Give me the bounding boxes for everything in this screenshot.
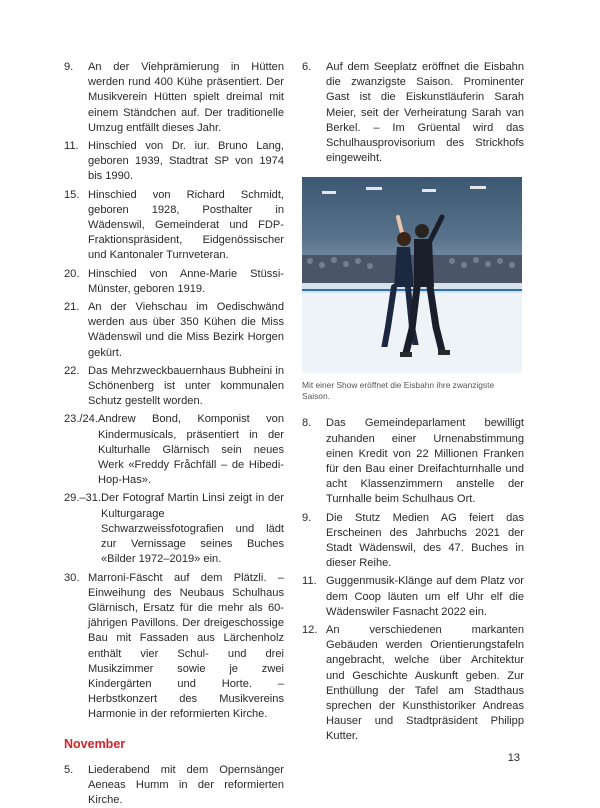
entry-day: 12. <box>302 624 318 637</box>
chronicle-entry <box>64 364 284 410</box>
month-heading: November <box>64 736 126 751</box>
chronicle-entry <box>64 491 284 567</box>
chronicle-entry <box>64 571 284 723</box>
entry-day: 11. <box>64 140 79 153</box>
entry-day: 11. <box>302 575 317 588</box>
entry-text: Hinschied von Dr. iur. Bruno Lang, geboren 1939, Stadtrat SP von 1974 bis 1990. <box>88 140 284 183</box>
chronicle-entry <box>64 60 284 136</box>
chronicle-entry <box>302 511 524 572</box>
entry-day: 23./24. <box>64 413 98 426</box>
entry-day: 30. <box>64 571 80 584</box>
chronicle-entry <box>302 623 524 745</box>
chronicle-entry <box>64 139 284 185</box>
entry-day: 9. <box>64 61 74 73</box>
entry-text: Das Mehrzweckbauernhaus Bubheini in Schönenberg ist unter kommunalen Schutz gestellt worden. <box>88 364 284 408</box>
entry-text: Marroni-Fäscht auf dem Plätzli. – Einweihung des Neubaus Schulhaus Glärnisch, Ersatz für die mehr als 60-jährigen Pavillons. Der dreigeschossige Bau mit Fassaden aus Lärchenholz enthält vier Schul- und drei Musikzimmer sowie je zwei Kindergärten und Horte. – Herbstkonzert des Musikvereins Harmonie in der reformierten Kirche. <box>88 571 284 721</box>
chronicle-entry <box>64 763 284 808</box>
entry-text: Liederabend mit dem Opernsänger Aeneas Humm in der reformierten Kirche. <box>88 763 284 806</box>
chronicle-entry <box>64 412 284 488</box>
entry-day: 8. <box>302 417 312 430</box>
left-column <box>64 60 284 808</box>
entry-day: 15. <box>64 188 80 201</box>
entry-text: Guggenmusik-Klänge auf dem Platz vor dem Coop läuten um elf Uhr elf die Wädenswiler Fasnacht 2022 ein. <box>326 575 524 618</box>
entry-day: 6. <box>302 61 312 73</box>
entry-text: Die Stutz Medien AG feiert das Erscheinen des Jahrbuchs 2021 der Stadt Wädenswil, des 47. Buches in dieser Reihe. <box>326 511 524 570</box>
entry-day: 22. <box>64 364 80 377</box>
chronicle-entry <box>302 416 524 507</box>
chronicle-entry <box>64 267 284 297</box>
entry-day: 21. <box>64 301 80 314</box>
entry-day: 5. <box>64 763 74 776</box>
right-column <box>302 60 524 745</box>
entry-text: An der Viehschau im Oedischwänd werden aus über 350 Kühen die Miss Wädenswil und die Miss Bezirk Horgen gekürt. <box>88 301 284 359</box>
chronicle-entry <box>302 60 524 166</box>
entry-text: An verschiedenen markanten Gebäuden werden Orientierungstafeln angebracht, welche über Architektur und Geschichte Auskunft geben. Zur Enthüllung der Tafel am Stadthaus sprechen der Kunsthistoriker Andreas Hauser und Stadtpräsident Philipp Kutter. <box>326 624 524 743</box>
chronicle-entry <box>302 574 524 620</box>
entry-day: 29.–31. <box>64 492 102 505</box>
entry-text: Andrew Bond, Komponist von Kindermusicals, präsentiert in der Kulturhalle Glärnisch sein neues Werk «Freddy Fråchfäll – de Hibedi-Hop-Has». <box>98 413 284 487</box>
chronicle-entry <box>64 300 284 361</box>
entry-text: Hinschied von Anne-Marie Stüssi-Münster, geboren 1919. <box>88 267 284 295</box>
page-number: 13 <box>507 752 520 764</box>
entry-text: Das Gemeindeparlament bewilligt zuhanden einer Urnenabstimmung einen Kredit von 22 Millionen Franken für den Bau einer Dreifachturnhalle und acht Klassenzimmern anstelle der Turnhalle beim Schulhaus Ort. <box>326 417 524 506</box>
entry-text: Hinschied von Richard Schmidt, geboren 1928, Posthalter in Wädenswil, Gemeinderat und FDP-Fraktionspräsident, Eidgenössischer und Kantonaler Turnveteran. <box>88 188 284 262</box>
chronicle-entry <box>64 188 284 264</box>
photo-caption: Mit einer Show eröffnet die Eisbahn ihre zwanzigste Saison. <box>302 380 495 402</box>
entry-day: 20. <box>64 267 80 280</box>
entry-text: Der Fotograf Martin Linsi zeigt in der Kulturgarage Schwarzweissfotografien und lädt zur Vernissage seines Buches «Bilder 1972–2019» ein. <box>101 492 284 566</box>
entry-day: 9. <box>302 511 312 524</box>
entry-text: Auf dem Seeplatz eröffnet die Eisbahn die zwanzigste Saison. Prominenter Gast ist die Eiskunstläuferin Sarah Meier, seit der Verheiratung Sarah van Berkel. – Im Grüental wird das Schulhausprovisorium des Strickhofs eingeweiht. <box>326 61 524 165</box>
entry-text: An der Viehprämierung in Hütten werden rund 400 Kühe präsentiert. Der Musikverein Hütten spielt dreimal mit einem Ständchen auf. Der traditionelle Umzug entfällt dieses Jahr. <box>88 61 284 134</box>
ice-skating-photo <box>302 177 522 373</box>
